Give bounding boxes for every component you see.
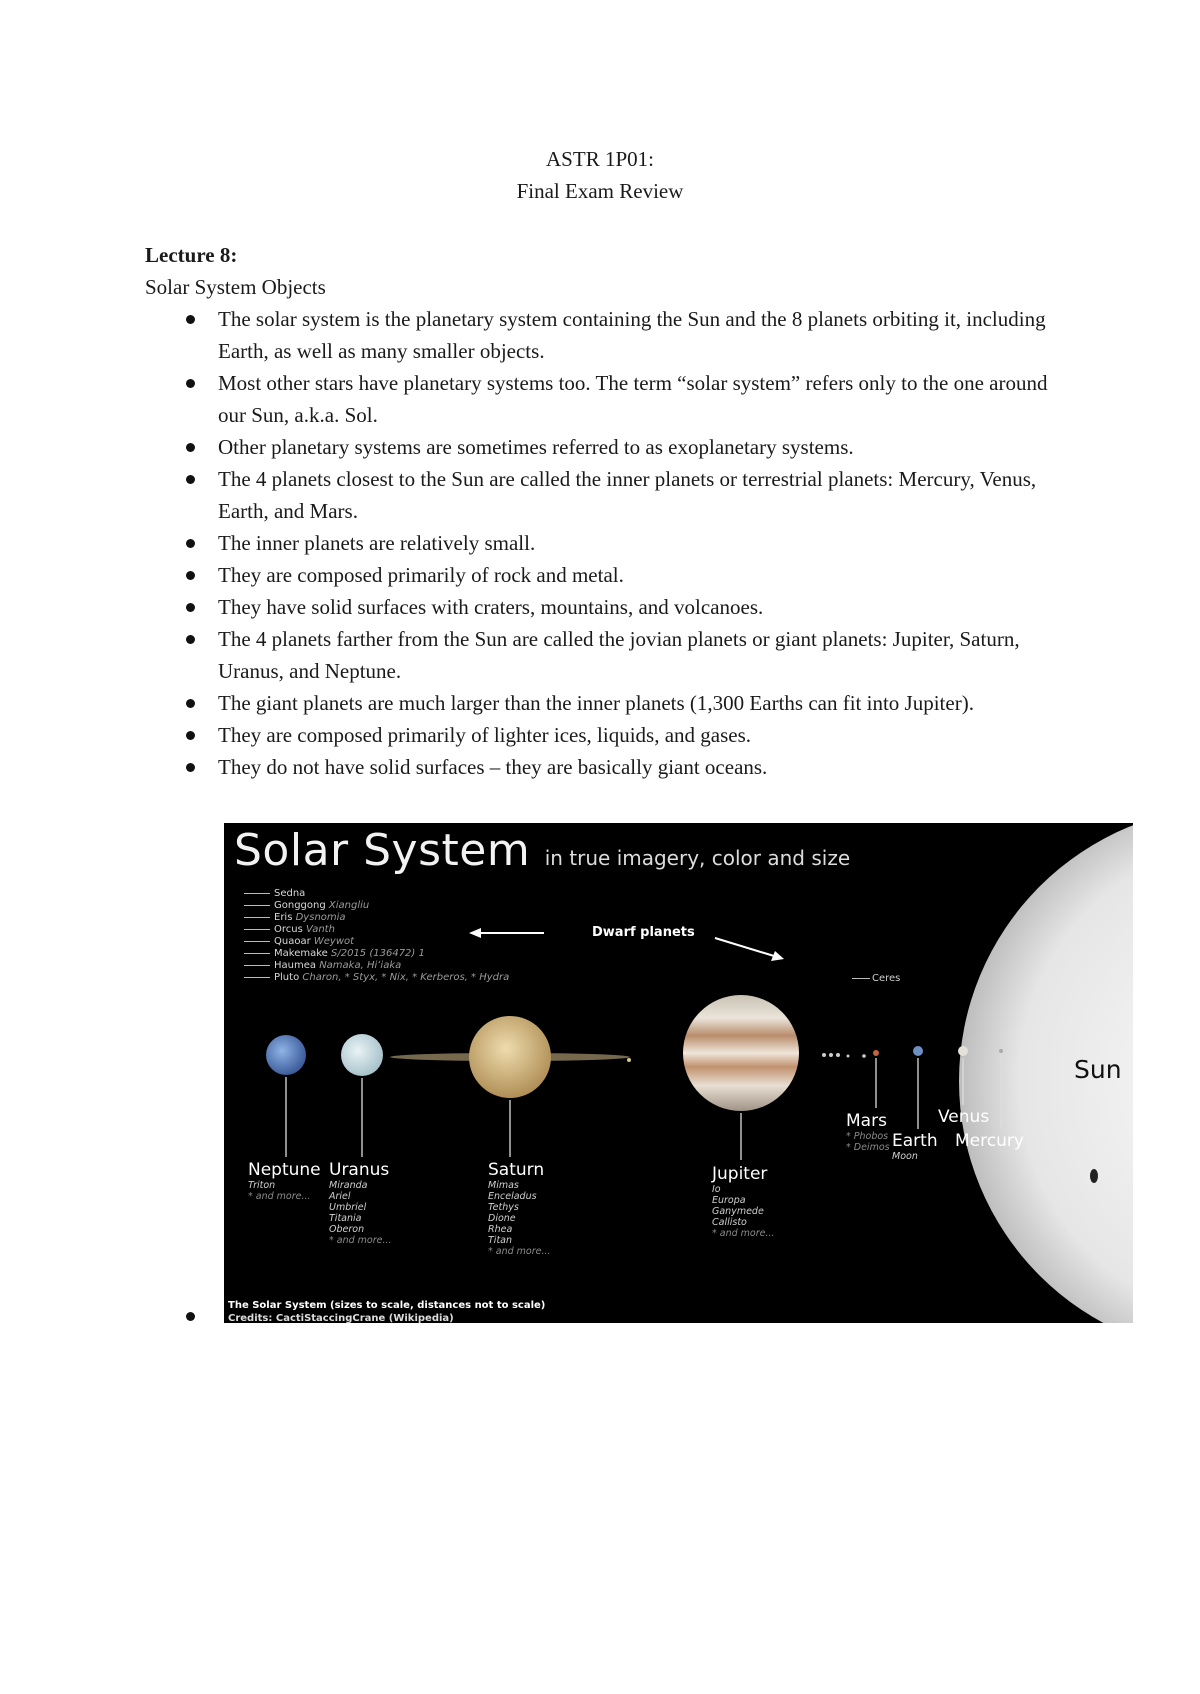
dwarf-row: Eris Dysnomia xyxy=(244,912,509,924)
jupiter-moons: Io Europa Ganymede Callisto * and more... xyxy=(712,1184,775,1239)
dwarf-row: Orcus Vanth xyxy=(244,924,509,936)
venus-label: Venus xyxy=(938,1107,990,1127)
uranus-disc xyxy=(341,1034,383,1076)
dwarf-row: Sedna xyxy=(244,888,509,900)
uranus-moons: Miranda Ariel Umbriel Titania Oberon * and more... xyxy=(329,1180,392,1246)
sun-label: Sun xyxy=(1074,1055,1122,1084)
ceres-label: Ceres xyxy=(852,973,900,984)
solar-system-figure xyxy=(224,823,1133,1323)
bullet-icon xyxy=(186,475,195,484)
mercury-disc xyxy=(999,1049,1003,1053)
bullet-icon xyxy=(186,315,195,324)
bullet-icon xyxy=(186,571,195,580)
dwarf-row: Gonggong Xiangliu xyxy=(244,900,509,912)
saturn-moons: Mimas Enceladus Tethys Dione Rhea Titan * and more... xyxy=(488,1180,551,1257)
list-item: Other planetary systems are sometimes referred to as exoplanetary systems. xyxy=(145,431,1065,463)
lecture-heading: Lecture 8: xyxy=(145,243,238,267)
course-title: ASTR 1P01: xyxy=(546,147,654,171)
bullet-icon xyxy=(186,635,195,644)
bullet-icon xyxy=(186,763,195,772)
earth-moons: Moon xyxy=(892,1151,918,1162)
neptune-label: Neptune xyxy=(248,1160,321,1180)
list-item: Most other stars have planetary systems too. The term “solar system” refers only to the one around our Sun, a.k.a. Sol. xyxy=(145,367,1065,431)
list-item: They are composed primarily of rock and metal. xyxy=(145,559,1065,591)
mars-moons: * Phobos * Deimos xyxy=(846,1131,890,1153)
bullet-icon xyxy=(186,443,195,452)
lecture-section xyxy=(145,239,1065,783)
dwarf-row: Quaoar Weywot xyxy=(244,936,509,948)
bullet-icon xyxy=(186,539,195,548)
list-item: The inner planets are relatively small. xyxy=(145,527,1065,559)
dwarf-arrow-right xyxy=(715,938,774,956)
figure-credit: Credits: CactiStaccingCrane (Wikipedia) xyxy=(228,1313,454,1323)
document-subtitle: Final Exam Review xyxy=(516,179,684,203)
dwarf-planets-label: Dwarf planets xyxy=(592,925,695,940)
mars-label: Mars xyxy=(846,1111,887,1131)
bullet-icon xyxy=(186,603,195,612)
earth-disc xyxy=(913,1046,923,1056)
bullet-icon xyxy=(186,379,195,388)
neptune-moons: Triton * and more... xyxy=(248,1180,311,1202)
list-item: The giant planets are much larger than the inner planets (1,300 Earths can fit into Jupiter). xyxy=(145,687,1065,719)
bullet-icon xyxy=(186,699,195,708)
list-item: They have solid surfaces with craters, mountains, and volcanoes. xyxy=(145,591,1065,623)
sunspot xyxy=(1090,1169,1098,1183)
list-item: They are composed primarily of lighter ices, liquids, and gases. xyxy=(145,719,1065,751)
venus-disc xyxy=(958,1046,968,1056)
document-title-block xyxy=(0,143,1200,207)
dwarf-planet-list xyxy=(244,888,509,984)
figure-title: Solar System in true imagery, color and size xyxy=(234,825,851,876)
mars-disc xyxy=(873,1050,879,1056)
jupiter-disc xyxy=(683,995,799,1111)
lecture-topic: Solar System Objects xyxy=(145,275,326,299)
neptune-disc xyxy=(266,1035,306,1075)
dwarf-row: Makemake S/2015 (136472) 1 xyxy=(244,948,509,960)
dwarf-row: Haumea Namaka, Hiʻiaka xyxy=(244,960,509,972)
jupiter-label: Jupiter xyxy=(712,1164,768,1184)
bullet-icon xyxy=(186,731,195,740)
saturn-disc xyxy=(469,1016,551,1098)
earth-label: Earth xyxy=(892,1131,938,1151)
uranus-label: Uranus xyxy=(329,1160,390,1180)
bullet-list xyxy=(145,303,1065,783)
figure-caption: The Solar System (sizes to scale, distances not to scale) Credits: CactiStaccingCrane (Wikipedia) xyxy=(228,1300,546,1323)
saturn-label: Saturn xyxy=(488,1160,545,1180)
list-item: The solar system is the planetary system containing the Sun and the 8 planets orbiting it, including Earth, as well as many smaller objects. xyxy=(145,303,1065,367)
mercury-label: Mercury xyxy=(955,1131,1024,1151)
dwarf-row: Pluto Charon, * Styx, * Nix, * Kerberos, * Hydra xyxy=(244,972,509,984)
list-item: They do not have solid surfaces – they are basically giant oceans. xyxy=(145,751,1065,783)
bullet-icon xyxy=(186,1312,195,1321)
list-item: The 4 planets farther from the Sun are called the jovian planets or giant planets: Jupiter, Saturn, Uranus, and Neptune. xyxy=(145,623,1065,687)
list-item: The 4 planets closest to the Sun are called the inner planets or terrestrial planets: Mercury, Venus, Earth, and Mars. xyxy=(145,463,1065,527)
